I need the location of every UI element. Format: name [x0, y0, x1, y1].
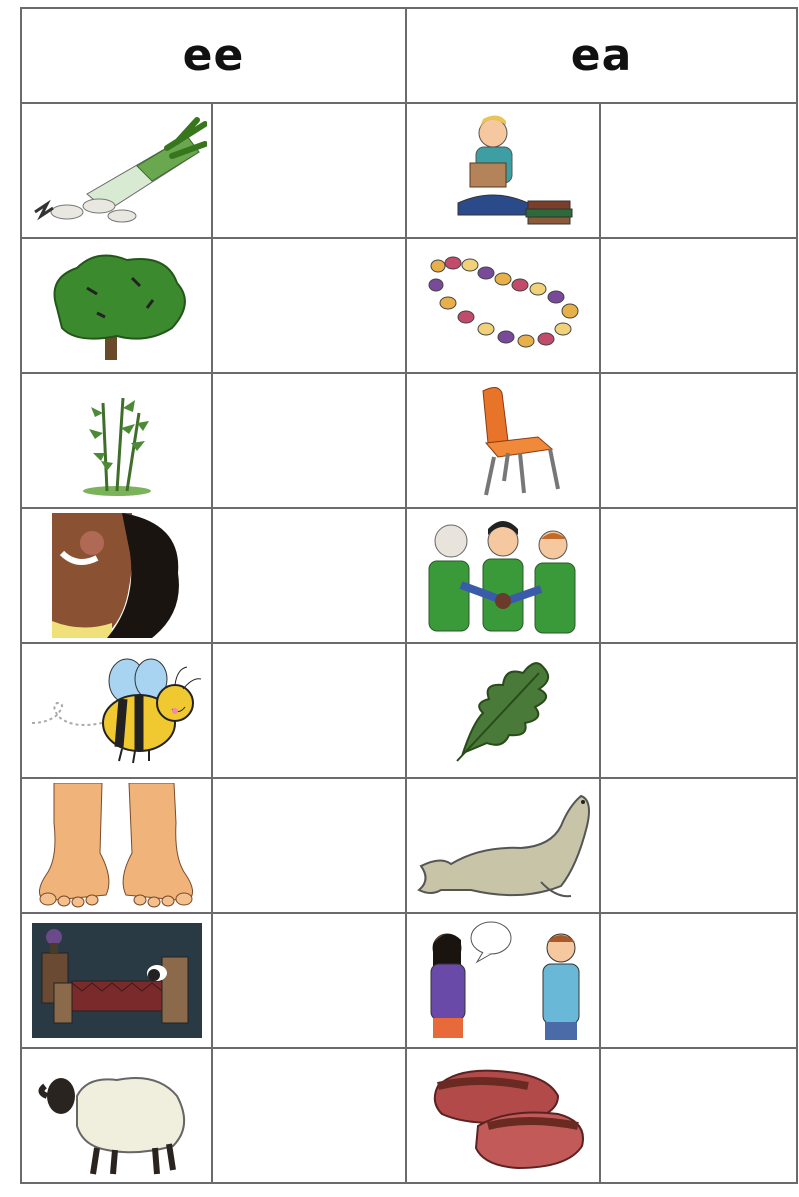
answer-cell[interactable]	[212, 778, 406, 913]
picture-cell	[406, 238, 600, 373]
picture-cell	[406, 1048, 600, 1183]
picture-cell	[406, 508, 600, 643]
reading-boy-icon	[428, 111, 578, 231]
picture-cell	[406, 373, 600, 508]
answer-cell[interactable]	[212, 373, 406, 508]
team-hands-icon	[411, 513, 596, 638]
table-row	[21, 1048, 797, 1183]
bead-necklace-icon	[418, 251, 588, 361]
header-ee: ee	[21, 8, 406, 103]
picture-cell	[406, 913, 600, 1048]
picture-cell	[406, 103, 600, 238]
orange-chair-icon	[428, 381, 578, 501]
seal-icon	[411, 786, 596, 906]
answer-cell[interactable]	[600, 913, 797, 1048]
picture-cell	[21, 643, 212, 778]
answer-cell[interactable]	[212, 103, 406, 238]
table-row	[21, 778, 797, 913]
table-row	[21, 103, 797, 238]
picture-cell	[21, 508, 212, 643]
answer-cell[interactable]	[600, 103, 797, 238]
meat-steak-icon	[418, 1056, 588, 1176]
answer-cell[interactable]	[600, 778, 797, 913]
table-row	[21, 238, 797, 373]
sorting-table	[20, 7, 798, 1184]
feet-icon	[24, 783, 209, 908]
table-row	[21, 508, 797, 643]
answer-cell[interactable]	[600, 1048, 797, 1183]
answer-cell[interactable]	[600, 238, 797, 373]
picture-cell	[21, 238, 212, 373]
header-ea: ea	[406, 8, 797, 103]
weed-plant-icon	[57, 383, 177, 498]
answer-cell[interactable]	[212, 913, 406, 1048]
answer-cell[interactable]	[212, 238, 406, 373]
picture-cell	[21, 1048, 212, 1183]
picture-cell	[21, 913, 212, 1048]
table-row	[21, 913, 797, 1048]
tree-icon	[37, 248, 197, 363]
picture-cell	[21, 103, 212, 238]
picture-cell	[21, 373, 212, 508]
table-row	[21, 643, 797, 778]
table-row	[21, 373, 797, 508]
answer-cell[interactable]	[600, 643, 797, 778]
answer-cell[interactable]	[212, 643, 406, 778]
picture-cell	[21, 778, 212, 913]
picture-cell	[406, 778, 600, 913]
leek-icon	[27, 116, 207, 226]
cheek-icon	[52, 513, 182, 638]
answer-cell[interactable]	[600, 508, 797, 643]
answer-cell[interactable]	[212, 508, 406, 643]
sheep-icon	[37, 1056, 197, 1176]
answer-cell[interactable]	[600, 373, 797, 508]
phonics-worksheet	[20, 7, 796, 1197]
answer-cell[interactable]	[212, 1048, 406, 1183]
leaf-icon	[443, 653, 563, 768]
picture-cell	[406, 643, 600, 778]
header-row	[21, 8, 797, 103]
speaking-children-icon	[411, 918, 596, 1043]
bee-icon	[27, 653, 207, 768]
sleep-in-bed-icon	[32, 923, 202, 1038]
